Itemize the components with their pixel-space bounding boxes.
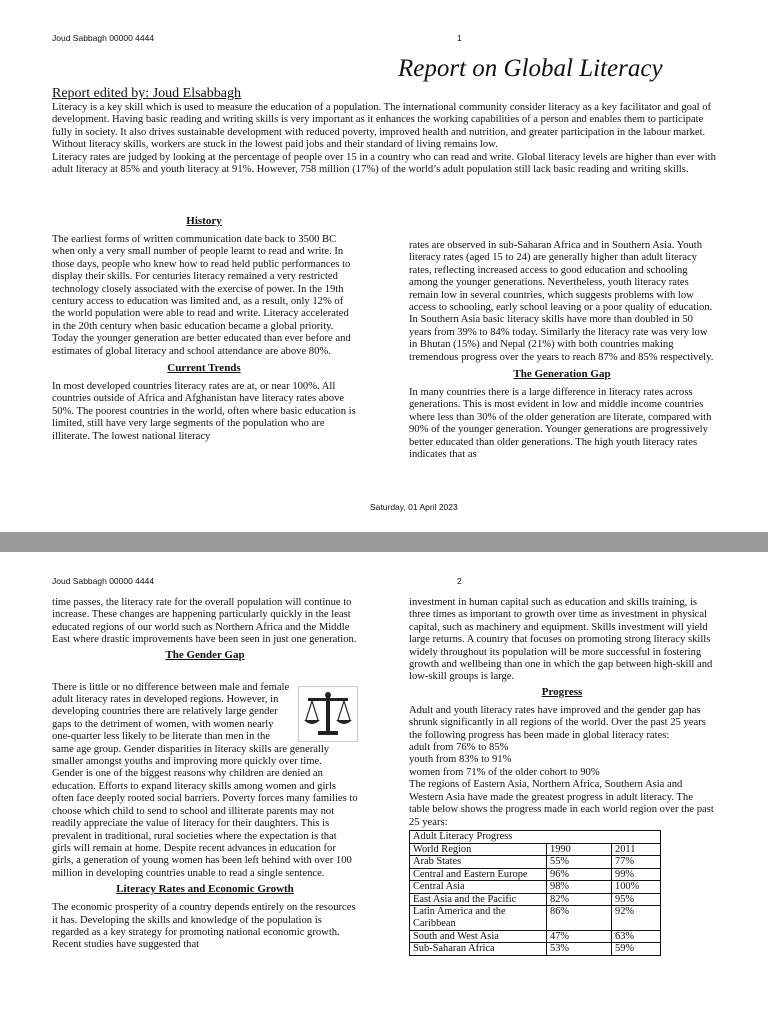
table-row	[410, 930, 661, 943]
page2-left-column	[52, 597, 358, 952]
table-cell-1990: 55%	[547, 856, 612, 869]
page1-right-column	[409, 240, 715, 462]
intro-paragraph-2: Literacy rates are judged by looking at the percentage of people over 15 in a country who can read and write. Global literacy levels are higher than ever with adult literacy at 85% and youth literacy at 91%. However, 758 million (17%) of the world’s adult population still lack basic reading and writing skills.	[52, 151, 716, 176]
gender-gap-text-2: Gender is one of the biggest reasons why children are denied an education. Efforts to expand literacy skills among women and girls often face deeply rooted social barriers. Poverty forces many families to choose which child to send to school and illiterate parents may not readily appreciate the value of literacy for their daughters. This is prevalent in traditional, rural societies where the expectation is that girls will remain at home. Despite recent advances in education for girls, a generation of young women has been left behind with over 100 million in developing countries unable to read a single sentence.	[52, 768, 358, 879]
generation-gap-heading: The Generation Gap	[513, 368, 611, 381]
economic-growth-text: The economic prosperity of a country depends entirely on the resources it has. Developing the skills and knowledge of the population is regarded as a key strategy for promoting national economic growth. Recent studies have suggested that	[52, 902, 356, 951]
history-heading: History	[186, 215, 222, 227]
table-cell-1990: 47%	[547, 930, 612, 943]
table-row	[410, 906, 661, 930]
page2-header-left: Joud Sabbagh 00000 4444	[52, 576, 155, 586]
youth-literacy-text: rates are observed in sub-Saharan Africa and in Southern Asia. Youth literacy rates (aged 15 to 24) are generally higher than adult literacy rates, reflecting increased access to good education and schooling among the younger generations. Nevertheless, youth literacy rates remain low in several countries, which suggests problems with low access to schooling, early school leaving or a poor quality of education.	[409, 240, 713, 314]
progress-regions-text: The regions of Eastern Asia, Northern Africa, Southern Asia and Western Asia have made the greatest progress in adult literacy. The table below shows the progress made in each world region over the past 25 years:	[409, 779, 714, 828]
gender-gap-wrap-text: There is little or no difference between male and female adult literacy rates in developed regions. However, in developing countries there are relatively large gender gaps to the detriment of women, with women nearly one-quarter less	[52, 681, 290, 743]
table-cell-2011: 59%	[612, 943, 661, 956]
southern-asia-text: In Southern Asia basic literacy skills have more than doubled in 50 years from 39% to 84% today. Similarly the literacy rate was very low in Bhutan (15%) and Nepal (21%) with both countries making tremendous progress over the years to reach 87% and 85% respectively.	[409, 314, 714, 363]
table-cell-1990: 82%	[547, 893, 612, 906]
table-cell-1990: 96%	[547, 868, 612, 881]
table-row	[410, 881, 661, 894]
table-row	[410, 893, 661, 906]
table-cell-2011: 99%	[612, 868, 661, 881]
table-cell-region: Arab States	[410, 856, 547, 869]
scales-of-justice-icon	[298, 686, 358, 742]
current-trends-heading: Current Trends	[167, 362, 241, 375]
page-separator	[0, 532, 768, 552]
table-header-2011: 2011	[612, 843, 661, 856]
table-cell-1990: 86%	[547, 906, 612, 930]
table-cell-region: East Asia and the Pacific	[410, 893, 547, 906]
generation-gap-text: In many countries there is a large difference in literacy rates across generations. This is most evident in low and middle income countries where less than 30% of the older generation are literate, compared with 90% of the younger generation. Younger generations are progressively better educated than older generations. The high youth literacy rates indicates that as	[409, 387, 712, 461]
table-cell-2011: 77%	[612, 856, 661, 869]
generation-gap-continued: time passes, the literacy rate for the overall population will continue to increase. These changes are happening particularly quickly in the least educated regions of our world such as Northern Africa and the Middle East where drastic improvements have been seen in just one generation.	[52, 597, 357, 646]
table-header-1990: 1990	[547, 843, 612, 856]
table-cell-1990: 98%	[547, 881, 612, 894]
gender-gap-heading: The Gender Gap	[165, 648, 245, 661]
table-row	[410, 868, 661, 881]
table-cell-region: Central and Eastern Europe	[410, 868, 547, 881]
table-cell-region: Central Asia	[410, 881, 547, 894]
human-capital-text: investment in human capital such as education and skills training, is three times as important to growth over time as investment in physical capital, such as machinery and equipment. Skills investment will yield large returns. A country that focuses on promoting strong literacy skills widely throughout its population will be more successful in fostering growth and wellbeing than one in which the gap between high-skill and low-skill groups is large.	[409, 597, 713, 683]
table-cell-region: Latin America and the Caribbean	[410, 906, 547, 930]
table-row	[410, 856, 661, 869]
page2-right-column	[409, 597, 715, 956]
table-header-row	[410, 843, 661, 856]
table-caption-row	[410, 830, 661, 843]
gender-gap-rest-text: likely to be literate than men in the same age group. Gender disparities in literacy skills are generally smaller amongst youths and improving more quickly over time.	[52, 731, 330, 768]
table-row	[410, 943, 661, 956]
table-cell-2011: 92%	[612, 906, 661, 930]
page1-header-left: Joud Sabbagh 00000 4444	[52, 33, 155, 43]
progress-heading: Progress	[541, 685, 583, 698]
page2-page-number: 2	[457, 576, 462, 586]
progress-youth: youth from 83% to 91%	[409, 754, 512, 766]
table-cell-region: Sub-Saharan Africa	[410, 943, 547, 956]
economic-growth-heading: Literacy Rates and Economic Growth	[116, 883, 294, 896]
table-cell-1990: 53%	[547, 943, 612, 956]
page1-left-column	[52, 213, 356, 443]
report-title: Report on Global Literacy	[398, 55, 663, 82]
progress-text: Adult and youth literacy rates have improved and the gender gap has shrunk significantly in all regions of the world. Over the past 25 years the following progress has been made in global literacy rates:	[409, 704, 706, 741]
current-trends-text: In most developed countries literacy rates are at, or near 100%. All countries outside of Africa and Afghanistan have literacy rates above 50%. The poorest countries in the world, often where basic education is limited, still have very large segments of the population who are illiterate. The lowest national literacy	[52, 381, 356, 442]
table-cell-2011: 100%	[612, 881, 661, 894]
history-text: The earliest forms of written communication date back to 3500 BC when only a very small number of people learnt to read and write. In those days, people who knew how to read held public performances to display their skills. For centuries literacy remained a very restricted technology closely associated with the exercise of power. In the 19th century access to education was limited and, as a result, only 12% of the world population were able to read and write. Literacy accelerated in the 20th century when basic education became a global priority. Today the younger generation are better educated than ever before and estimates of global literacy and school attendance are above 80%.	[52, 234, 351, 357]
literacy-progress-table	[409, 830, 661, 956]
page1-footer-date: Saturday, 01 April 2023	[370, 502, 458, 512]
progress-women: women from 71% of the older cohort to 90%	[409, 766, 600, 778]
progress-adult: adult from 76% to 85%	[409, 742, 509, 754]
intro-paragraph-1: Literacy is a key skill which is used to measure the education of a population. The international community consider literacy as a key facilitator and goal of development. Having basic reading and writing skills is very important as it enhances the working capabilities of a person and enables them to participate fully in society. It also drives sustainable development with reduced poverty, improved health and nutrition, and greater participation in the labour market. Without literacy skills, workers are stuck in the lowest paid jobs and their standard of living remains low.	[52, 102, 712, 151]
table-header-region: World Region	[410, 843, 547, 856]
page1-page-number: 1	[457, 33, 462, 43]
report-editor: Report edited by: Joud Elsabbagh	[52, 86, 241, 101]
intro-section	[52, 102, 716, 176]
table-caption: Adult Literacy Progress	[410, 830, 661, 843]
table-cell-2011: 63%	[612, 930, 661, 943]
table-cell-region: South and West Asia	[410, 930, 547, 943]
table-cell-2011: 95%	[612, 893, 661, 906]
